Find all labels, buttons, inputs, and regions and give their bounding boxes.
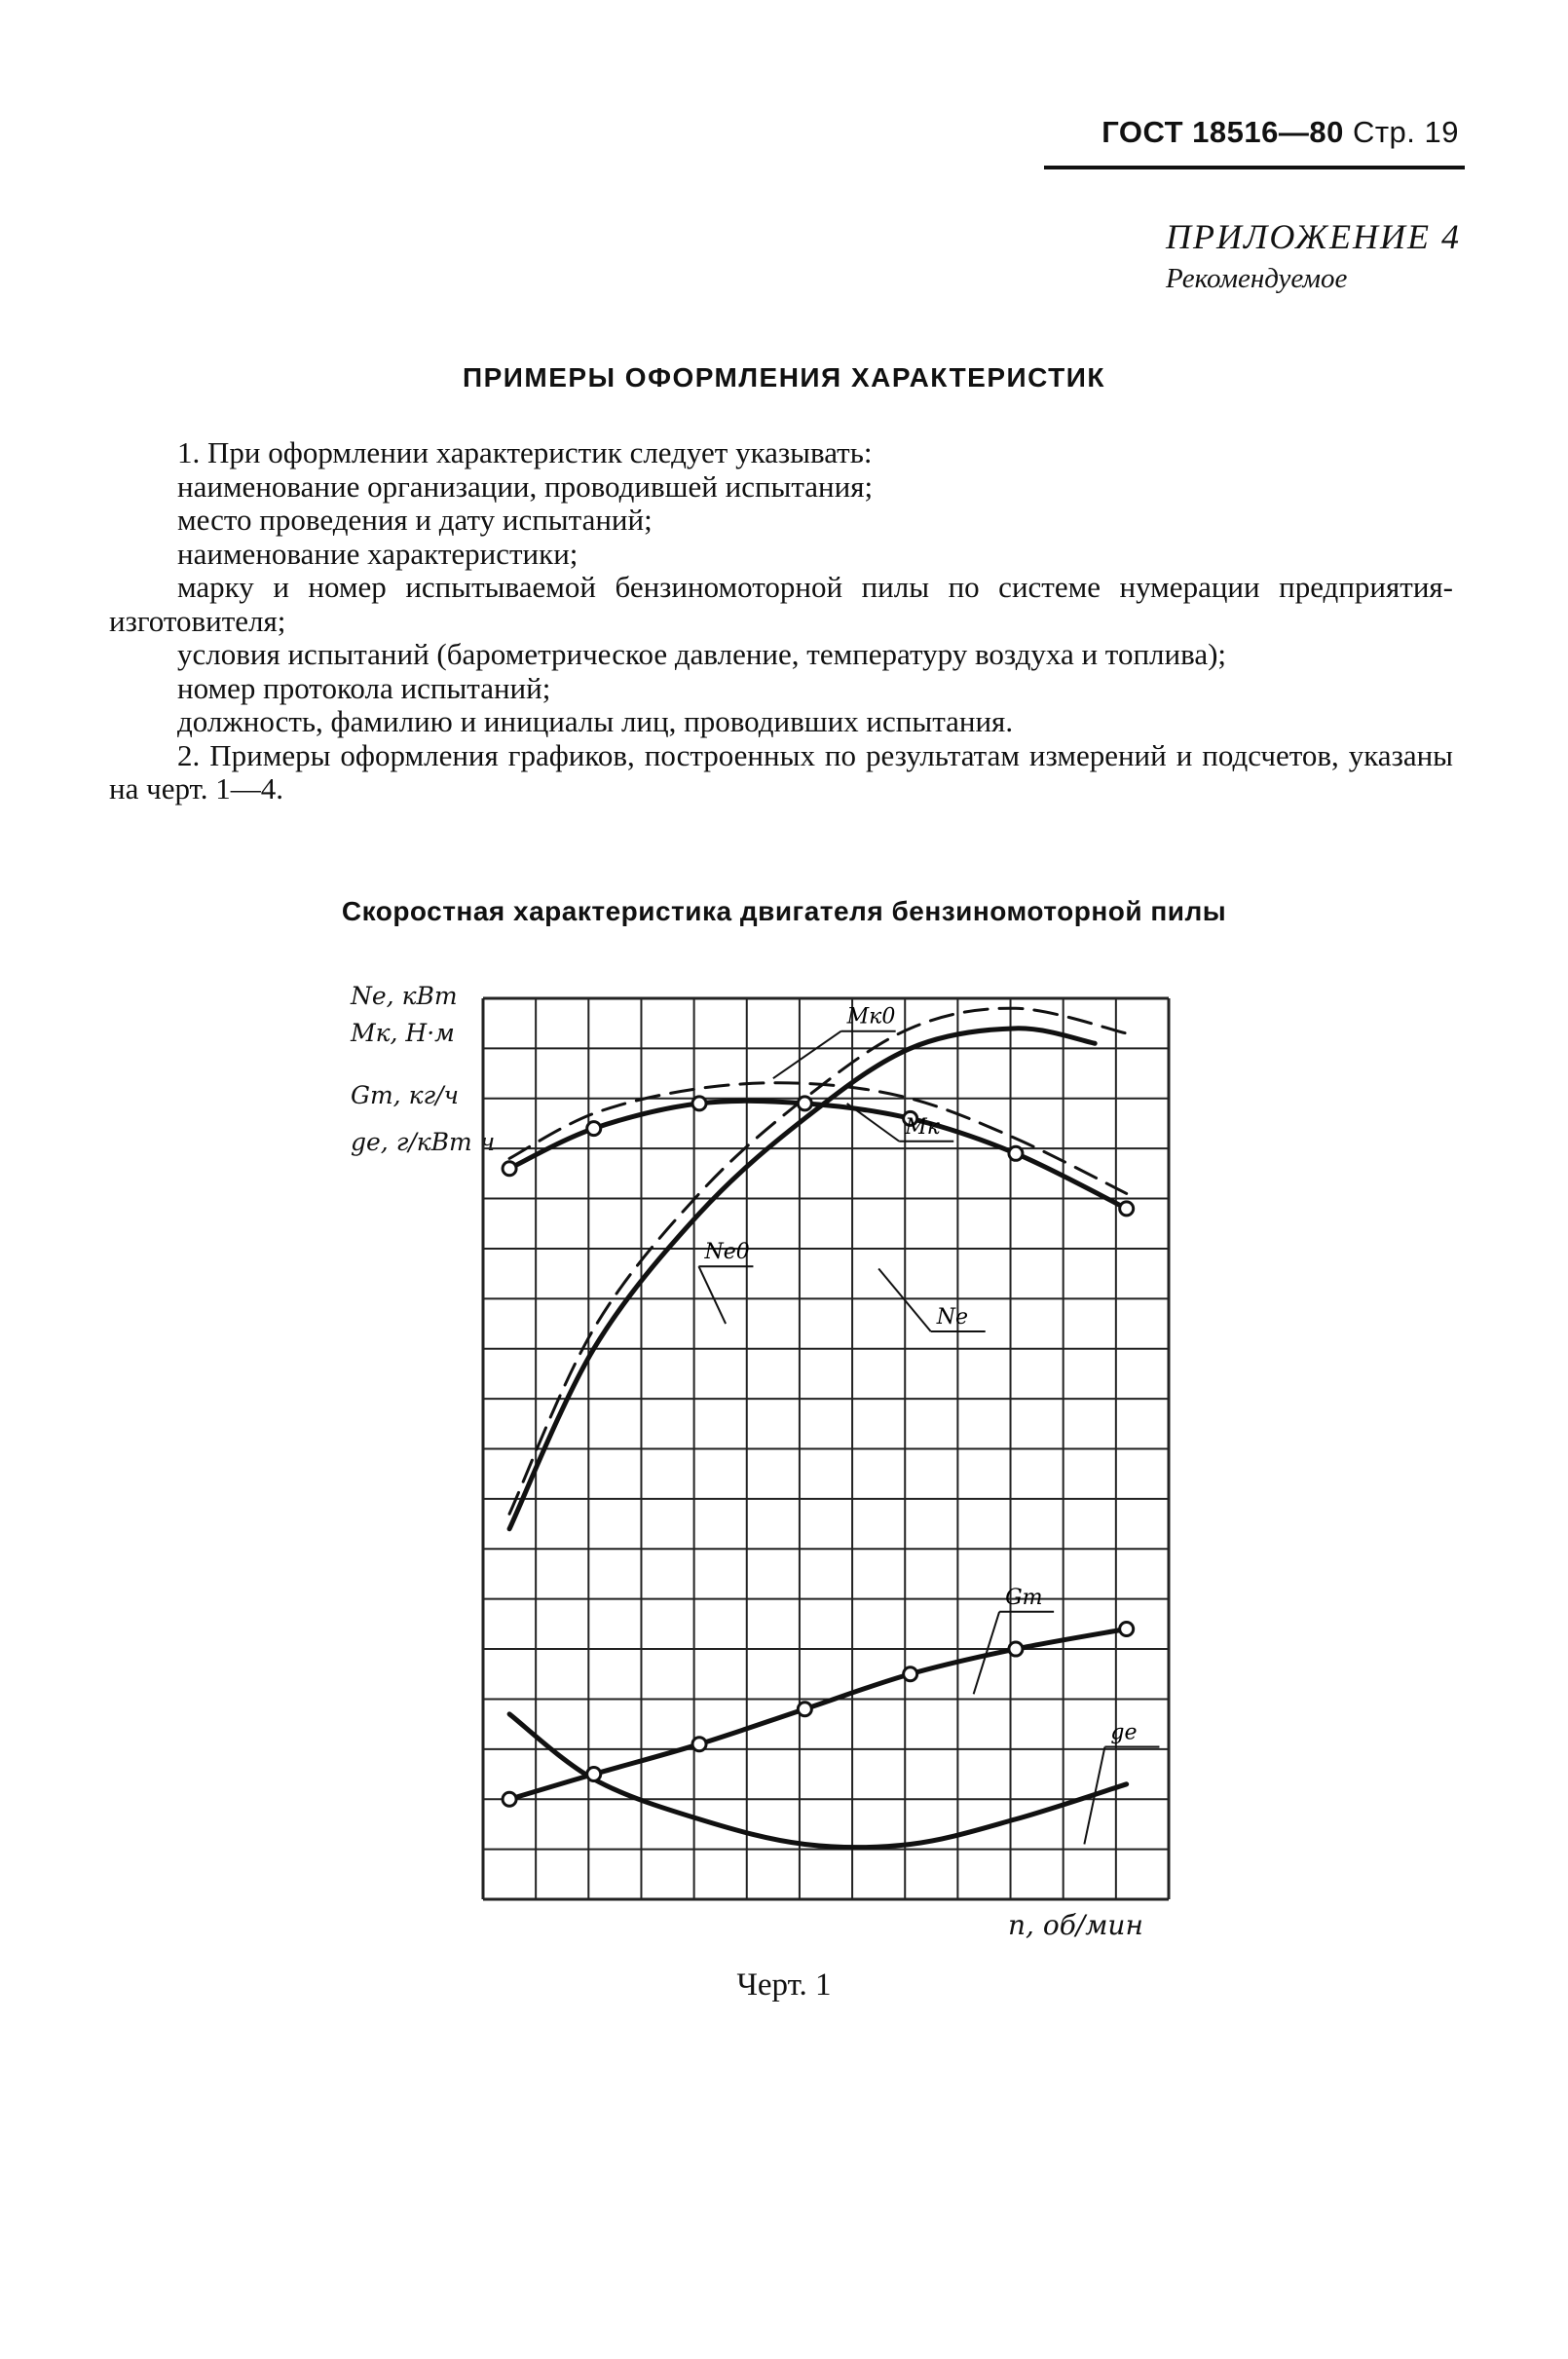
data-point-Gт xyxy=(692,1738,706,1751)
annex-status: Рекомендуемое xyxy=(1166,263,1348,294)
chart-title: Скоростная характеристика двигателя бензиномоторной пилы xyxy=(341,896,1227,926)
data-point-Gт xyxy=(904,1667,917,1681)
series-line-ge xyxy=(509,1714,1127,1848)
x-axis-label: n, об/мин xyxy=(1008,1909,1143,1941)
series-line-Mк xyxy=(509,1101,1127,1209)
data-point-Mк xyxy=(1120,1202,1134,1216)
standard-number: ГОСТ 18516—80 xyxy=(1101,115,1344,149)
figure-caption: Черт. 1 xyxy=(736,1967,832,2003)
paragraph: условия испытаний (барометрическое давление, температуру воздуха и топлива); xyxy=(177,637,1227,671)
series-label-Gт: Gт xyxy=(1005,1585,1043,1610)
series-label-Ne: Ne xyxy=(936,1305,969,1330)
y-axis-label-power: Ne, кВт xyxy=(351,982,458,1010)
label-leader-Ne0 xyxy=(698,1266,726,1324)
data-point-Gт xyxy=(1120,1623,1134,1636)
y-axis-label-torque: Mк, Н·м xyxy=(351,1019,455,1047)
series-label-Ne0: Ne0 xyxy=(704,1240,750,1265)
data-point-Mк xyxy=(798,1097,811,1110)
label-leader-Mк0 xyxy=(773,1031,841,1079)
chart-curves xyxy=(509,1008,1127,1847)
page-number: Стр. 19 xyxy=(1352,115,1459,149)
paragraph: наименование организации, проводившей испытания; xyxy=(177,468,874,504)
series-label-Mк0: Mк0 xyxy=(846,1004,896,1030)
paragraph: номер протокола испытаний; xyxy=(177,670,551,705)
series-label-ge: ge xyxy=(1110,1720,1138,1745)
section-title: ПРИМЕРЫ ОФОРМЛЕНИЯ ХАРАКТЕРИСТИК xyxy=(463,362,1105,393)
paragraph: место проведения и дату испытаний; xyxy=(177,503,653,537)
y-axis-label-specific-fuel: ge, г/кВт ч xyxy=(351,1128,496,1156)
paragraph: наименование характеристики; xyxy=(177,536,579,571)
data-point-Mк xyxy=(587,1122,601,1136)
paragraph: 2. Примеры оформления графиков, построенных по результатам измерений и подсчетов, указаны на черт. 1—4. xyxy=(109,737,1453,805)
chart-series-labels xyxy=(698,1005,1159,1845)
paragraph: 1. При оформлении характеристик следует указывать: xyxy=(177,435,873,469)
data-point-Mк xyxy=(692,1097,706,1110)
data-point-Mк xyxy=(503,1162,516,1176)
annex-title: ПРИЛОЖЕНИЕ 4 xyxy=(1166,217,1461,256)
paragraph: должность, фамилию и инициалы лиц, проводивших испытания. xyxy=(177,704,1014,738)
y-axis-label-fuel-flow: Gт, кг/ч xyxy=(351,1081,460,1109)
paragraph: марку и номер испытываемой бензиномоторной пилы по системе нумерации предприятия-изготовителя; xyxy=(109,570,1453,638)
data-point-Mк xyxy=(1009,1146,1023,1160)
series-label-Mк: Mк xyxy=(905,1114,940,1140)
data-point-Gт xyxy=(503,1792,516,1806)
data-point-Gт xyxy=(798,1703,811,1716)
data-point-Gт xyxy=(1009,1642,1023,1656)
data-point-Gт xyxy=(587,1768,601,1781)
